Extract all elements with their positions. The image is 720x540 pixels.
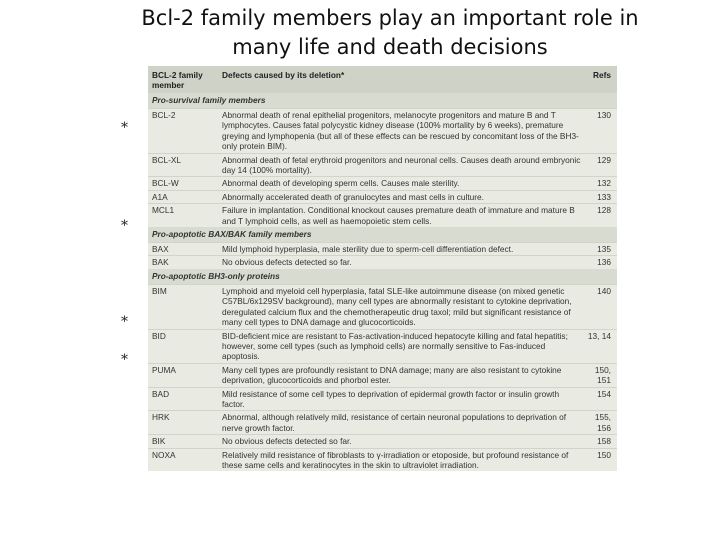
table-row bbox=[148, 448, 617, 472]
gene-cell: BCL-2 bbox=[152, 110, 176, 120]
table-row bbox=[148, 153, 617, 177]
table-row bbox=[148, 284, 617, 329]
gene-cell: MCL1 bbox=[152, 205, 175, 216]
asterisk-marker: * bbox=[121, 218, 128, 234]
gene-cell: HRK bbox=[152, 412, 170, 423]
gene-cell: BAK bbox=[152, 257, 169, 268]
refs-cell: 150, 151 bbox=[594, 364, 611, 386]
section-title: Pro-apoptotic BH3-only proteins bbox=[148, 269, 617, 284]
table-row bbox=[148, 190, 617, 203]
refs-cell: 150 bbox=[597, 449, 611, 460]
bcl2-table bbox=[148, 66, 617, 471]
table-row bbox=[148, 434, 617, 447]
gene-cell: BAD bbox=[152, 388, 170, 399]
asterisk-marker: * bbox=[121, 352, 128, 368]
refs-cell: 133 bbox=[597, 191, 611, 202]
defects-cell: Lymphoid and myeloid cell hyperplasia, fatal SLE-like autoimmune disease (on mixed genetic C57BL/6x129SV background), many cell types are abnormally resistant to cytokine deprivation, deregulated calcium flux and the chemotherapeutic drug taxol; mild but significant resistance of many cell types to DNA damage and glucocorticoids. bbox=[222, 285, 572, 328]
defects-cell: Abnormal, although relatively mild, resistance of certain neuronal populations to deprivation of nerve growth factor. bbox=[222, 412, 567, 433]
table-row bbox=[148, 176, 617, 189]
gene-cell: BAX bbox=[152, 244, 169, 255]
gene-cell: BIK bbox=[152, 436, 166, 447]
refs-cell: 129 bbox=[597, 154, 611, 165]
gene-cell: BID bbox=[152, 330, 166, 341]
refs-cell: 13, 14 bbox=[587, 330, 611, 341]
defects-cell: BID-deficient mice are resistant to Fas-activation-induced hepatocyte killing and fatal hepatitis; however, some cell types (such as lymphoid cells) are normally sensitive to Fas-induced apoptosis. bbox=[222, 330, 568, 362]
defects-cell: Mild resistance of some cell types to deprivation of epidermal growth factor or insulin growth factor. bbox=[222, 388, 560, 409]
refs-cell: 132 bbox=[597, 178, 611, 189]
defects-cell: Relatively mild resistance of fibroblasts to γ-irradiation or etoposide, but profound resistance of these same cells and keratinocytes in the skin to ultraviolet irradiation. bbox=[222, 449, 569, 470]
gene-cell: PUMA bbox=[152, 364, 176, 375]
gene-cell: BCL-W bbox=[152, 178, 179, 189]
table-row bbox=[148, 255, 617, 268]
refs-cell: 130 bbox=[597, 110, 611, 120]
header-defects: Defects caused by its deletion* bbox=[222, 70, 345, 80]
asterisk-marker: * bbox=[121, 120, 128, 136]
refs-cell: 128 bbox=[597, 205, 611, 216]
defects-cell: Failure in implantation. Conditional knockout causes premature death of immature and mature B and T lymphoid cells, as well as haemopoietic stem cells. bbox=[222, 205, 575, 226]
table-row bbox=[148, 108, 617, 153]
defects-cell: Abnormally accelerated death of granulocytes and mast cells in culture. bbox=[222, 191, 484, 202]
section-title: Pro-apoptotic BAX/BAK family members bbox=[148, 227, 617, 242]
header-gene: BCL-2 family member bbox=[152, 70, 203, 91]
defects-cell: No obvious defects detected so far. bbox=[222, 257, 352, 268]
header-refs: Refs bbox=[593, 70, 611, 80]
defects-cell: No obvious defects detected so far. bbox=[222, 436, 352, 447]
defects-cell: Abnormal death of developing sperm cells. Causes male sterility. bbox=[222, 178, 460, 189]
defects-cell: Abnormal death of fetal erythroid progenitors and neuronal cells. Causes death around embryonic day 14 (100% mortality). bbox=[222, 154, 581, 176]
defects-cell: Mild lymphoid hyperplasia, male sterility due to sperm-cell differentiation defect. bbox=[222, 244, 514, 255]
refs-cell: 155, 156 bbox=[594, 412, 611, 433]
table-row bbox=[148, 242, 617, 255]
slide-title bbox=[0, 4, 720, 62]
gene-cell: NOXA bbox=[152, 449, 176, 460]
refs-cell: 154 bbox=[597, 388, 611, 399]
table-row bbox=[148, 387, 617, 411]
refs-cell: 140 bbox=[597, 285, 611, 296]
slide-title-line-1: Bcl-2 family members play an important role in bbox=[141, 6, 639, 30]
asterisk-marker: * bbox=[121, 314, 128, 330]
defects-cell: Many cell types are profoundly resistant to DNA damage; many are also resistant to cytokine deprivation, glucocorticoids and phorbol ester. bbox=[222, 364, 562, 386]
table-row bbox=[148, 410, 617, 434]
refs-cell: 158 bbox=[597, 436, 611, 447]
gene-cell: A1A bbox=[152, 191, 168, 202]
table-row bbox=[148, 203, 617, 227]
gene-cell: BIM bbox=[152, 285, 167, 296]
table-header bbox=[148, 66, 617, 93]
section-title: Pro-survival family members bbox=[148, 93, 617, 108]
slide-title-line-2: many life and death decisions bbox=[232, 35, 548, 59]
gene-cell: BCL-XL bbox=[152, 154, 182, 165]
table-row bbox=[148, 363, 617, 387]
defects-cell: Abnormal death of renal epithelial progenitors, melanocyte progenitors and mature B and T lymphocytes. Causes fatal polycystic kidney disease (100% mortality by 6 weeks), premature greying and lymphopenia (but all of these effects can be rescued by concomitant loss of the BH3-only protein BIM). bbox=[222, 110, 579, 152]
refs-cell: 136 bbox=[597, 257, 611, 268]
table-row bbox=[148, 329, 617, 363]
refs-cell: 135 bbox=[597, 244, 611, 255]
